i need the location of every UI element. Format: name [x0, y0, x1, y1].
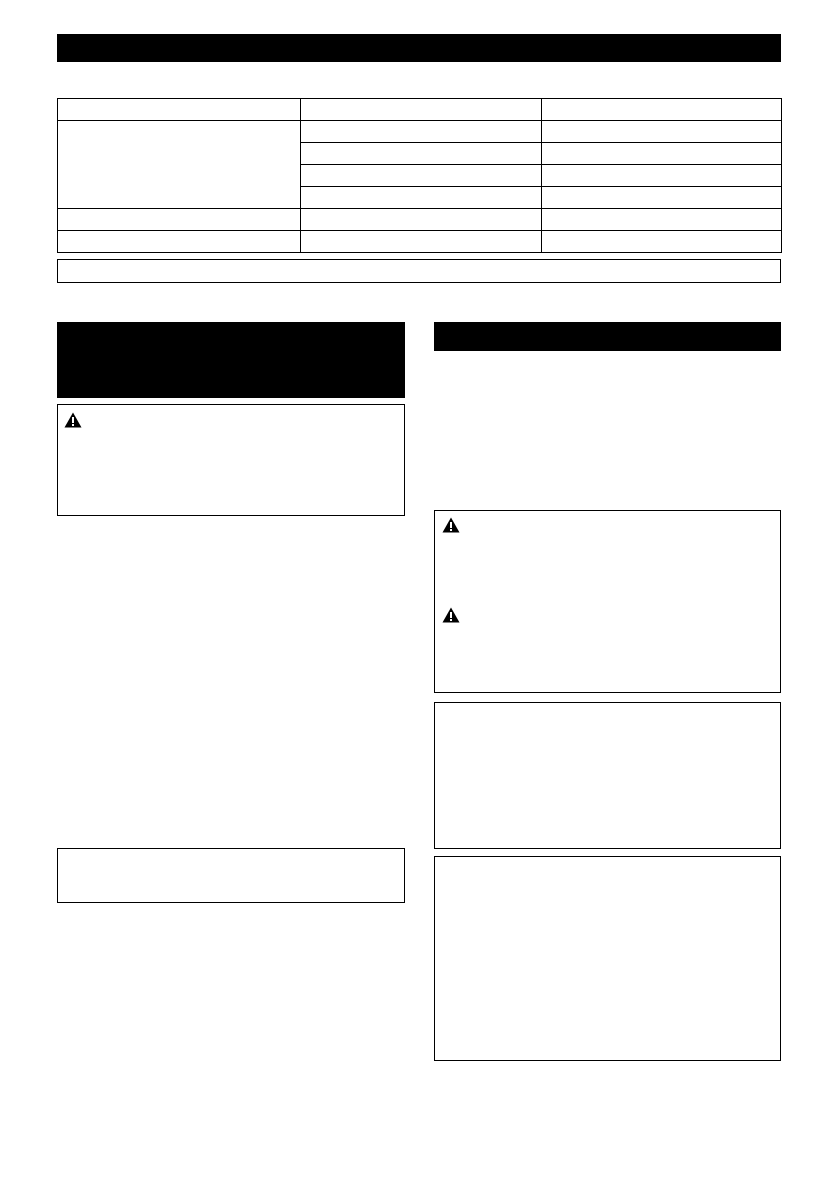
- notice-box: [57, 848, 405, 903]
- table-row: [58, 121, 782, 143]
- table-cell: [542, 121, 782, 143]
- table-cell: [58, 231, 301, 253]
- warning-triangle-icon: [442, 517, 460, 533]
- table-cell: [542, 231, 782, 253]
- table-cell: [301, 165, 542, 187]
- table-row: [58, 231, 782, 253]
- warning-box: [434, 510, 781, 693]
- table-row: [58, 209, 782, 231]
- table-cell: [301, 99, 542, 121]
- warning-box: [57, 404, 405, 516]
- specification-table: [57, 98, 782, 253]
- table-cell: [58, 99, 301, 121]
- table-row: [58, 99, 782, 121]
- right-section-heading: [434, 322, 781, 351]
- table-cell: [542, 165, 782, 187]
- table-cell: [542, 187, 782, 209]
- table-cell: [542, 209, 782, 231]
- table-cell: [301, 231, 542, 253]
- table-note-box: [57, 259, 781, 283]
- notice-box: [434, 702, 781, 849]
- table-cell: [301, 143, 542, 165]
- table-cell: [542, 143, 782, 165]
- warning-triangle-icon: [442, 607, 460, 623]
- section-header-bar: [57, 34, 781, 62]
- table-cell: [58, 209, 301, 231]
- table-cell: [301, 187, 542, 209]
- table-cell: [542, 99, 782, 121]
- notice-box: [434, 856, 781, 1061]
- table-cell-merged: [58, 121, 301, 209]
- table-cell: [301, 209, 542, 231]
- table-cell: [301, 121, 542, 143]
- warning-triangle-icon: [64, 412, 82, 428]
- left-section-heading: [57, 322, 405, 398]
